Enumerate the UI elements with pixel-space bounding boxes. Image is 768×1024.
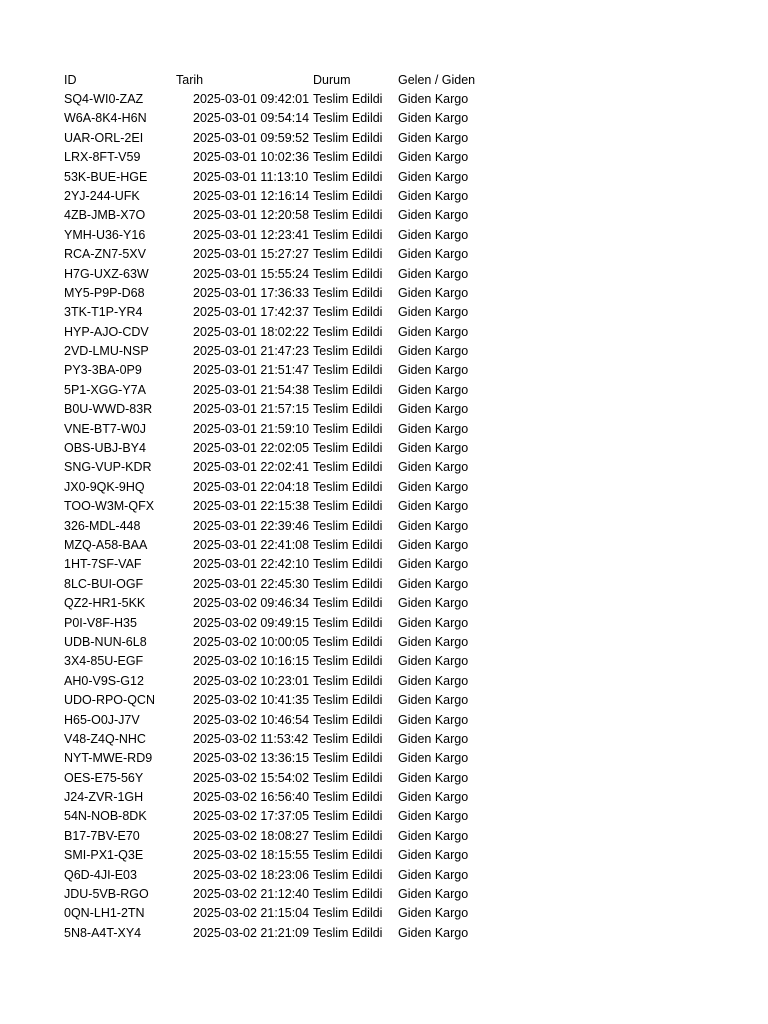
cell-tarih: 2025-03-02 13:36:15 [193, 751, 310, 766]
cell-id: J24-ZVR-1GH [64, 790, 144, 805]
table-row [64, 168, 524, 187]
cell-id: NYT-MWE-RD9 [64, 751, 153, 766]
cell-tarih: 2025-03-01 11:13:10 [193, 169, 309, 184]
table-row [64, 323, 524, 342]
cell-id: UDO-RPO-QCN [64, 693, 155, 708]
cell-durum: Teslim Edildi [313, 906, 383, 921]
cell-id: 3TK-T1P-YR4 [64, 305, 143, 320]
cell-durum: Teslim Edildi [313, 828, 383, 843]
cell-durum: Teslim Edildi [313, 247, 383, 262]
cell-durum: Teslim Edildi [313, 557, 383, 572]
cell-durum: Teslim Edildi [313, 712, 383, 727]
cell-durum: Teslim Edildi [313, 460, 383, 475]
cell-id: 1HT-7SF-VAF [64, 557, 142, 572]
cell-gelen-giden: Giden Kargo [398, 285, 469, 300]
cell-id: 2VD-LMU-NSP [64, 344, 149, 359]
table-row [64, 769, 524, 788]
cell-tarih: 2025-03-02 10:46:54 [193, 712, 310, 727]
cell-id: H7G-UXZ-63W [64, 266, 149, 281]
cell-durum: Teslim Edildi [313, 731, 383, 746]
table-row [64, 148, 524, 167]
cell-tarih: 2025-03-01 21:54:38 [193, 382, 310, 397]
cell-tarih: 2025-03-01 12:16:14 [193, 188, 310, 203]
cell-id: OBS-UBJ-BY4 [64, 441, 146, 456]
cell-id: 326-MDL-448 [64, 518, 141, 533]
cell-id: SQ4-WI0-ZAZ [64, 92, 144, 106]
cell-gelen-giden: Giden Kargo [398, 324, 469, 339]
cell-id: 5P1-XGG-Y7A [64, 382, 146, 397]
cell-gelen-giden: Giden Kargo [398, 925, 469, 940]
cell-gelen-giden: Giden Kargo [398, 247, 469, 262]
cell-gelen-giden: Giden Kargo [398, 344, 469, 359]
cell-durum: Teslim Edildi [313, 402, 383, 417]
cell-gelen-giden: Giden Kargo [398, 363, 469, 378]
cell-gelen-giden: Giden Kargo [398, 867, 469, 882]
table-row [64, 788, 524, 807]
cell-tarih: 2025-03-01 12:20:58 [193, 208, 310, 223]
table-row [64, 265, 524, 284]
cell-id: VNE-BT7-W0J [64, 421, 146, 436]
cell-tarih: 2025-03-01 15:27:27 [193, 247, 310, 262]
table-row [64, 633, 524, 652]
table-row [64, 866, 524, 885]
cell-id: B17-7BV-E70 [64, 828, 140, 843]
header-id: ID [64, 73, 77, 87]
table-row [64, 478, 524, 497]
cell-gelen-giden: Giden Kargo [398, 576, 469, 591]
cell-durum: Teslim Edildi [313, 537, 383, 552]
table-row [64, 497, 524, 516]
table-row [64, 420, 524, 439]
cell-id: 2YJ-244-UFK [64, 188, 140, 203]
cell-tarih: 2025-03-02 17:37:05 [193, 809, 310, 824]
cell-id: B0U-WWD-83R [64, 402, 153, 417]
cell-tarih: 2025-03-02 18:08:27 [193, 828, 310, 843]
cell-id: UAR-ORL-2EI [64, 130, 144, 145]
table-row [64, 284, 524, 303]
cell-durum: Teslim Edildi [313, 344, 383, 359]
cell-durum: Teslim Edildi [313, 673, 383, 688]
cell-id: SMI-PX1-Q3E [64, 848, 144, 863]
cell-tarih: 2025-03-01 09:54:14 [193, 111, 310, 126]
cell-tarih: 2025-03-01 22:02:05 [193, 441, 310, 456]
cell-tarih: 2025-03-02 10:23:01 [193, 673, 310, 688]
cell-tarih: 2025-03-02 18:23:06 [193, 867, 310, 882]
cell-tarih: 2025-03-01 22:15:38 [193, 499, 310, 514]
cell-gelen-giden: Giden Kargo [398, 790, 469, 805]
table-row [64, 730, 524, 749]
cell-id: SNG-VUP-KDR [64, 460, 152, 475]
table-row [64, 749, 524, 768]
cell-durum: Teslim Edildi [313, 925, 383, 940]
table-row [64, 575, 524, 594]
cell-gelen-giden: Giden Kargo [398, 693, 469, 708]
cell-durum: Teslim Edildi [313, 576, 383, 591]
cell-tarih: 2025-03-02 09:49:15 [193, 615, 310, 630]
cell-gelen-giden: Giden Kargo [398, 305, 469, 320]
cell-id: 3X4-85U-EGF [64, 654, 144, 669]
cell-gelen-giden: Giden Kargo [398, 828, 469, 843]
cell-durum: Teslim Edildi [313, 790, 383, 805]
cell-id: JX0-9QK-9HQ [64, 479, 145, 494]
cell-id: YMH-U36-Y16 [64, 227, 146, 242]
table-row [64, 672, 524, 691]
cell-tarih: 2025-03-01 09:59:52 [193, 130, 310, 145]
cell-durum: Teslim Edildi [313, 227, 383, 242]
cell-durum: Teslim Edildi [313, 266, 383, 281]
cell-tarih: 2025-03-02 09:46:34 [193, 596, 310, 611]
table-header-row [64, 70, 524, 90]
cell-id: V48-Z4Q-NHC [64, 731, 146, 746]
table-row [64, 885, 524, 904]
table-row [64, 206, 524, 225]
cell-gelen-giden: Giden Kargo [398, 169, 469, 184]
table-row [64, 109, 524, 128]
cell-durum: Teslim Edildi [313, 479, 383, 494]
cell-gelen-giden: Giden Kargo [398, 208, 469, 223]
cell-gelen-giden: Giden Kargo [398, 188, 469, 203]
cell-durum: Teslim Edildi [313, 867, 383, 882]
cell-durum: Teslim Edildi [313, 324, 383, 339]
cell-tarih: 2025-03-02 21:15:04 [193, 906, 310, 921]
cell-id: LRX-8FT-V59 [64, 150, 141, 165]
cell-durum: Teslim Edildi [313, 92, 383, 106]
cell-durum: Teslim Edildi [313, 518, 383, 533]
table-row [64, 846, 524, 865]
table-row [64, 827, 524, 846]
cell-gelen-giden: Giden Kargo [398, 382, 469, 397]
cell-durum: Teslim Edildi [313, 499, 383, 514]
table-row [64, 594, 524, 613]
table-row [64, 614, 524, 633]
cell-tarih: 2025-03-01 22:45:30 [193, 576, 310, 591]
cell-gelen-giden: Giden Kargo [398, 557, 469, 572]
cell-id: 4ZB-JMB-X7O [64, 208, 146, 223]
table-row [64, 400, 524, 419]
cell-durum: Teslim Edildi [313, 848, 383, 863]
cell-durum: Teslim Edildi [313, 111, 383, 126]
cell-gelen-giden: Giden Kargo [398, 712, 469, 727]
table-row [64, 924, 524, 943]
cell-id: PY3-3BA-0P9 [64, 363, 142, 378]
cell-durum: Teslim Edildi [313, 693, 383, 708]
cell-tarih: 2025-03-01 12:23:41 [193, 227, 310, 242]
cell-tarih: 2025-03-01 09:42:01 [193, 92, 310, 106]
cell-gelen-giden: Giden Kargo [398, 809, 469, 824]
cell-gelen-giden: Giden Kargo [398, 537, 469, 552]
cell-gelen-giden: Giden Kargo [398, 150, 469, 165]
cell-durum: Teslim Edildi [313, 751, 383, 766]
cell-id: H65-O0J-J7V [64, 712, 140, 727]
cell-id: 54N-NOB-8DK [64, 809, 147, 824]
cell-gelen-giden: Giden Kargo [398, 111, 469, 126]
cell-tarih: 2025-03-01 21:59:10 [193, 421, 310, 436]
cell-id: UDB-NUN-6L8 [64, 634, 147, 649]
cell-durum: Teslim Edildi [313, 188, 383, 203]
cell-tarih: 2025-03-01 22:39:46 [193, 518, 310, 533]
cell-tarih: 2025-03-02 11:53:42 [193, 731, 309, 746]
cell-durum: Teslim Edildi [313, 363, 383, 378]
cell-id: MY5-P9P-D68 [64, 285, 145, 300]
cell-gelen-giden: Giden Kargo [398, 479, 469, 494]
cell-id: AH0-V9S-G12 [64, 673, 144, 688]
cell-tarih: 2025-03-01 21:51:47 [193, 363, 310, 378]
cell-tarih: 2025-03-02 10:00:05 [193, 634, 310, 649]
cell-durum: Teslim Edildi [313, 887, 383, 902]
table-row [64, 245, 524, 264]
cell-durum: Teslim Edildi [313, 382, 383, 397]
cell-id: HYP-AJO-CDV [64, 324, 149, 339]
cell-durum: Teslim Edildi [313, 596, 383, 611]
cell-id: W6A-8K4-H6N [64, 111, 147, 126]
cell-id: 0QN-LH1-2TN [64, 906, 145, 921]
cell-gelen-giden: Giden Kargo [398, 770, 469, 785]
table-row [64, 361, 524, 380]
cell-gelen-giden: Giden Kargo [398, 634, 469, 649]
cell-id: TOO-W3M-QFX [64, 499, 155, 514]
table-row [64, 555, 524, 574]
header-durum: Durum [313, 73, 351, 87]
cell-durum: Teslim Edildi [313, 130, 383, 145]
cell-id: MZQ-A58-BAA [64, 537, 148, 552]
header-tarih: Tarih [176, 73, 204, 87]
cell-durum: Teslim Edildi [313, 634, 383, 649]
table-row [64, 807, 524, 826]
cell-durum: Teslim Edildi [313, 150, 383, 165]
cell-durum: Teslim Edildi [313, 421, 383, 436]
cell-tarih: 2025-03-01 18:02:22 [193, 324, 310, 339]
table-row [64, 652, 524, 671]
cell-durum: Teslim Edildi [313, 169, 383, 184]
cell-tarih: 2025-03-01 15:55:24 [193, 266, 310, 281]
cell-tarih: 2025-03-01 10:02:36 [193, 150, 310, 165]
table-row [64, 187, 524, 206]
cell-tarih: 2025-03-02 15:54:02 [193, 770, 310, 785]
table-row [64, 90, 524, 109]
cell-durum: Teslim Edildi [313, 615, 383, 630]
table-row [64, 517, 524, 536]
cell-id: OES-E75-56Y [64, 770, 144, 785]
table-body [64, 90, 524, 943]
cell-gelen-giden: Giden Kargo [398, 421, 469, 436]
cell-tarih: 2025-03-01 22:04:18 [193, 479, 310, 494]
cell-gelen-giden: Giden Kargo [398, 266, 469, 281]
cell-durum: Teslim Edildi [313, 654, 383, 669]
table-row [64, 381, 524, 400]
cell-id: Q6D-4JI-E03 [64, 867, 137, 882]
cell-gelen-giden: Giden Kargo [398, 596, 469, 611]
cell-gelen-giden: Giden Kargo [398, 518, 469, 533]
cell-gelen-giden: Giden Kargo [398, 499, 469, 514]
cell-gelen-giden: Giden Kargo [398, 906, 469, 921]
cell-gelen-giden: Giden Kargo [398, 751, 469, 766]
cell-gelen-giden: Giden Kargo [398, 92, 469, 106]
cell-gelen-giden: Giden Kargo [398, 460, 469, 475]
cell-tarih: 2025-03-01 22:02:41 [193, 460, 310, 475]
cell-tarih: 2025-03-01 22:42:10 [193, 557, 310, 572]
cell-tarih: 2025-03-01 21:47:23 [193, 344, 310, 359]
cell-tarih: 2025-03-02 10:16:15 [193, 654, 310, 669]
cell-durum: Teslim Edildi [313, 770, 383, 785]
cell-durum: Teslim Edildi [313, 285, 383, 300]
cell-id: JDU-5VB-RGO [64, 887, 149, 902]
cell-gelen-giden: Giden Kargo [398, 130, 469, 145]
table-row [64, 226, 524, 245]
cell-gelen-giden: Giden Kargo [398, 673, 469, 688]
cell-tarih: 2025-03-02 16:56:40 [193, 790, 310, 805]
cell-durum: Teslim Edildi [313, 305, 383, 320]
cell-tarih: 2025-03-01 17:42:37 [193, 305, 310, 320]
cell-id: QZ2-HR1-5KK [64, 596, 146, 611]
cell-durum: Teslim Edildi [313, 809, 383, 824]
table-row [64, 439, 524, 458]
cell-gelen-giden: Giden Kargo [398, 848, 469, 863]
cell-tarih: 2025-03-02 21:12:40 [193, 887, 310, 902]
table-row [64, 303, 524, 322]
cell-id: P0I-V8F-H35 [64, 615, 137, 630]
table-row [64, 691, 524, 710]
cell-durum: Teslim Edildi [313, 441, 383, 456]
table-row [64, 458, 524, 477]
cell-id: 53K-BUE-HGE [64, 169, 148, 184]
cell-gelen-giden: Giden Kargo [398, 887, 469, 902]
cell-gelen-giden: Giden Kargo [398, 615, 469, 630]
cell-id: 8LC-BUI-OGF [64, 576, 144, 591]
table-row [64, 129, 524, 148]
table-row [64, 904, 524, 923]
cell-tarih: 2025-03-02 18:15:55 [193, 848, 310, 863]
cell-id: 5N8-A4T-XY4 [64, 925, 142, 940]
cell-tarih: 2025-03-02 10:41:35 [193, 693, 310, 708]
cell-durum: Teslim Edildi [313, 208, 383, 223]
shipment-table [64, 70, 524, 943]
cell-gelen-giden: Giden Kargo [398, 441, 469, 456]
cell-gelen-giden: Giden Kargo [398, 227, 469, 242]
cell-gelen-giden: Giden Kargo [398, 654, 469, 669]
cell-tarih: 2025-03-01 21:57:15 [193, 402, 310, 417]
cell-tarih: 2025-03-01 22:41:08 [193, 537, 310, 552]
cell-tarih: 2025-03-02 21:21:09 [193, 925, 310, 940]
cell-tarih: 2025-03-01 17:36:33 [193, 285, 310, 300]
cell-gelen-giden: Giden Kargo [398, 402, 469, 417]
cell-id: RCA-ZN7-5XV [64, 247, 146, 262]
header-gelen-giden: Gelen / Giden [398, 73, 476, 87]
table-row [64, 342, 524, 361]
table-row [64, 711, 524, 730]
table-row [64, 536, 524, 555]
cell-gelen-giden: Giden Kargo [398, 731, 469, 746]
